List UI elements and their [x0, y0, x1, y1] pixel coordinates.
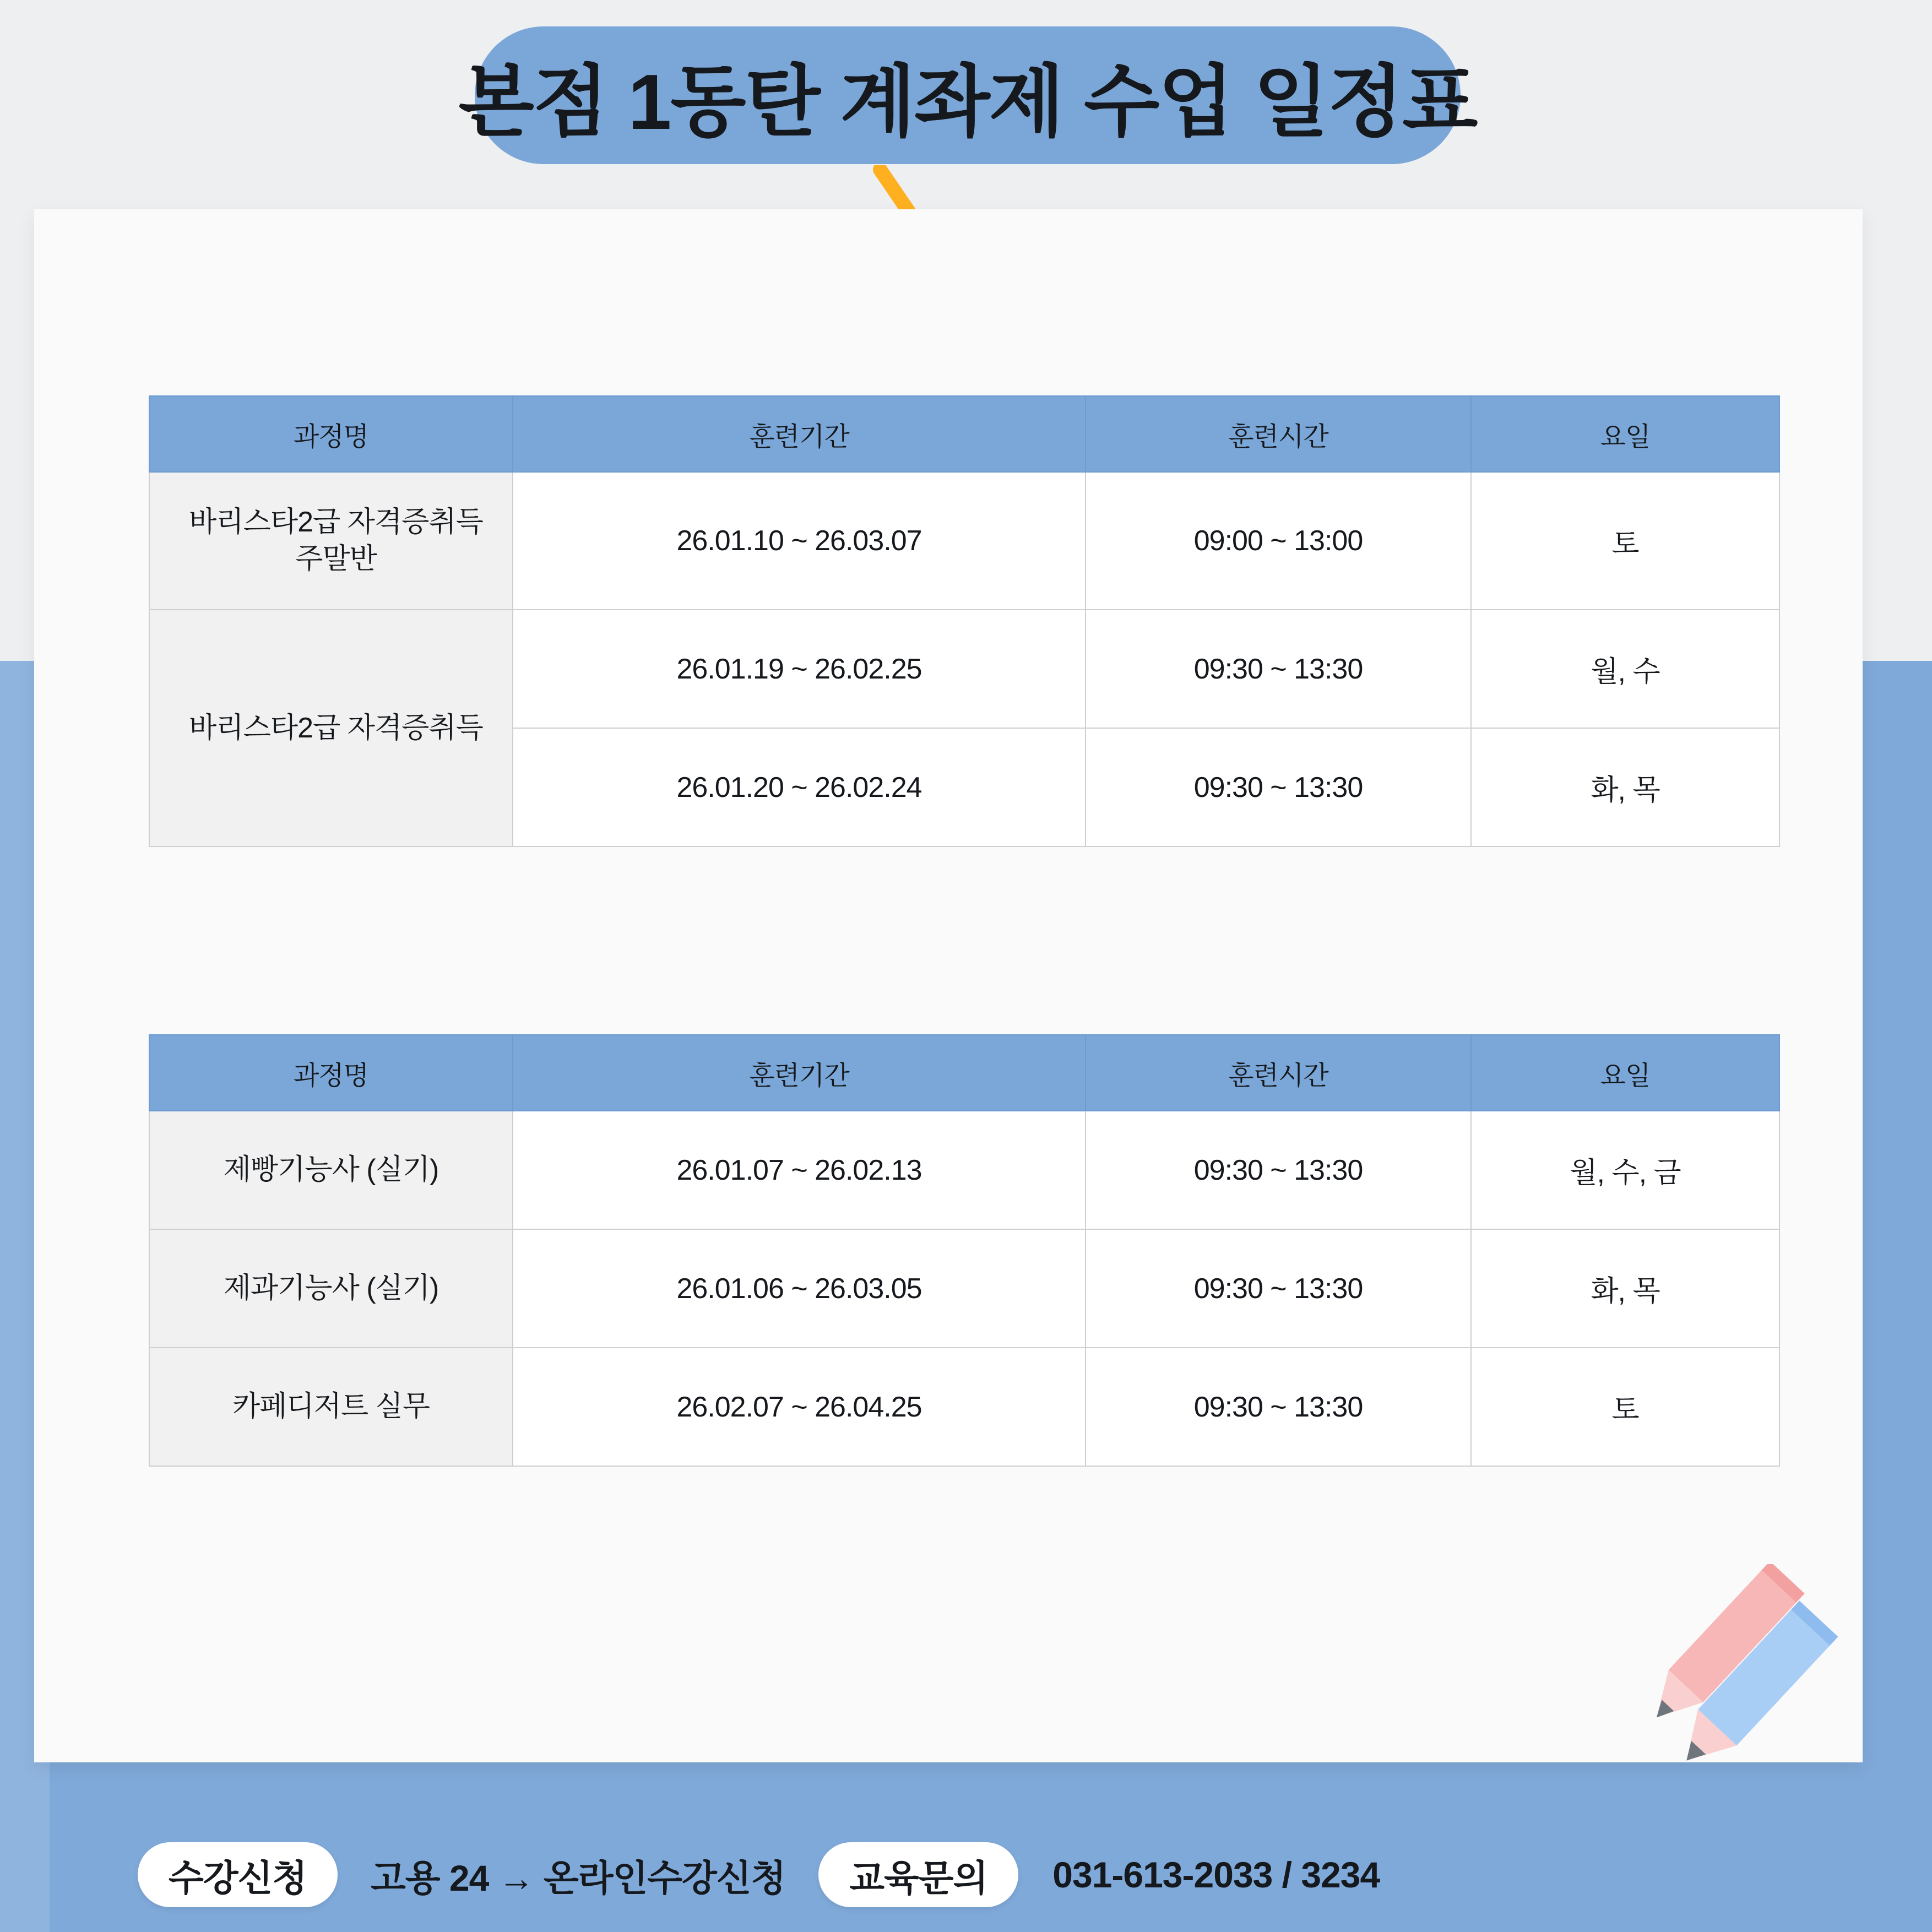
- cell-time: 09:30 ~ 13:30: [1086, 1111, 1471, 1229]
- cell-course: 바리스타2급 자격증취득: [149, 610, 513, 846]
- column-header-course: 과정명: [149, 396, 513, 472]
- cell-course: 카페디저트 실무: [149, 1348, 513, 1466]
- page-title: 본점 1동탄 계좌제 수업 일정표: [458, 58, 1477, 146]
- cell-period: 26.02.07 ~ 26.04.25: [513, 1348, 1086, 1466]
- cell-days: 토: [1471, 1348, 1779, 1466]
- table-row: [149, 610, 1779, 728]
- footer: [0, 1817, 1932, 1932]
- cell-days: 월, 수, 금: [1471, 1111, 1779, 1229]
- pencil-icon: [1630, 1564, 1862, 1784]
- column-header-time: 훈련시간: [1086, 1035, 1471, 1111]
- cell-period: 26.01.10 ~ 26.03.07: [513, 472, 1086, 610]
- baking-schedule-table: [149, 1034, 1780, 1467]
- cell-days: 화, 목: [1471, 1229, 1779, 1348]
- column-header-days: 요일: [1471, 1035, 1779, 1111]
- cell-time: 09:30 ~ 13:30: [1086, 1348, 1471, 1466]
- column-header-period: 훈련기간: [513, 396, 1086, 472]
- column-header-period: 훈련기간: [513, 1035, 1086, 1111]
- cell-days: 토: [1471, 472, 1779, 610]
- course-name-line1: 바리스타2급 자격증취득: [189, 506, 483, 539]
- table-row: [149, 1348, 1779, 1466]
- apply-path-text: 고용 24 → 온라인수강신청: [371, 1857, 786, 1898]
- cell-time: 09:00 ~ 13:00: [1086, 472, 1471, 610]
- cell-course: 제과기능사 (실기): [149, 1229, 513, 1348]
- cell-time: 09:30 ~ 13:30: [1086, 1229, 1471, 1348]
- cell-days: 화, 목: [1471, 728, 1779, 846]
- cell-period: 26.01.20 ~ 26.02.24: [513, 728, 1086, 846]
- table-row: [149, 1229, 1779, 1348]
- cell-time: 09:30 ~ 13:30: [1086, 610, 1471, 728]
- column-header-days: 요일: [1471, 396, 1779, 472]
- barista-schedule-table: [149, 395, 1780, 847]
- apply-label: 수강신청: [169, 1857, 307, 1898]
- inquiry-label: 교육문의: [849, 1857, 988, 1898]
- cell-period: 26.01.06 ~ 26.03.05: [513, 1229, 1086, 1348]
- page-title-pill: [458, 26, 1477, 164]
- cell-period: 26.01.07 ~ 26.02.13: [513, 1111, 1086, 1229]
- phone-number: 031-613-2033 / 3234: [1052, 1854, 1380, 1895]
- apply-button[interactable]: [138, 1842, 338, 1907]
- table-row: [149, 1111, 1779, 1229]
- column-header-time: 훈련시간: [1086, 396, 1471, 472]
- table-header-row: [149, 1035, 1779, 1111]
- course-name-line2: 주말반: [295, 543, 377, 575]
- cell-time: 09:30 ~ 13:30: [1086, 728, 1471, 846]
- table-header-row: [149, 396, 1779, 472]
- cell-period: 26.01.19 ~ 26.02.25: [513, 610, 1086, 728]
- cell-days: 월, 수: [1471, 610, 1779, 728]
- table-row: [149, 472, 1779, 610]
- inquiry-button[interactable]: [818, 1842, 1018, 1907]
- column-header-course: 과정명: [149, 1035, 513, 1111]
- cell-course: 제빵기능사 (실기): [149, 1111, 513, 1229]
- cell-course: [149, 472, 513, 610]
